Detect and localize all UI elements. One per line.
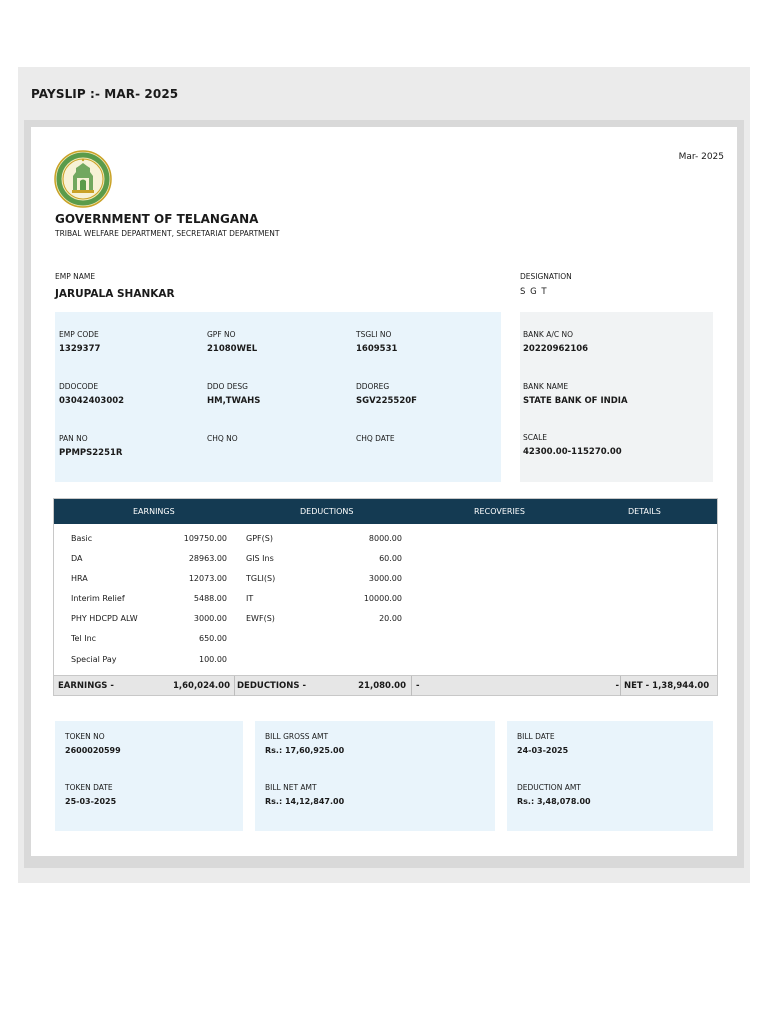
- token-date-field: [65, 783, 116, 806]
- bill-net-field: [265, 783, 344, 806]
- ddo-desg-field: [207, 382, 260, 406]
- header-recoveries: RECOVERIES: [474, 507, 525, 516]
- earning-amount: 109750.00: [183, 534, 227, 543]
- page-title: PAYSLIP :- MAR- 2025: [31, 87, 179, 101]
- emp-name-value: JARUPALA SHANKAR: [55, 288, 175, 300]
- pan-no-value: PPMPS2251R: [59, 448, 123, 458]
- payslip-period: Mar- 2025: [678, 152, 724, 162]
- telangana-emblem-icon: [54, 150, 112, 208]
- ddo-desg-value: HM,TWAHS: [207, 396, 261, 406]
- earning-name: HRA: [71, 574, 88, 583]
- emp-code-label: EMP CODE: [59, 330, 99, 339]
- earning-name: Basic: [71, 534, 93, 543]
- totals-divider: [620, 676, 621, 696]
- emp-name-label: EMP NAME: [55, 272, 96, 281]
- token-date-label: TOKEN DATE: [65, 783, 113, 792]
- earning-name: Tel Inc: [71, 634, 97, 643]
- tsgli-no-field: [356, 330, 397, 354]
- bank-account-value: 20220962106: [523, 344, 589, 354]
- chq-date-label: CHQ DATE: [356, 434, 395, 443]
- deduction-name: IT: [246, 594, 254, 603]
- emp-code-value: 1329377: [59, 344, 101, 354]
- header-earnings: EARNINGS: [133, 507, 175, 516]
- pay-table-header: [54, 499, 717, 524]
- deduction-amount: 3000.00: [368, 574, 402, 583]
- tsgli-no-label: TSGLI NO: [356, 330, 392, 339]
- chq-date-field: [356, 434, 395, 448]
- deduction-name: EWF(S): [246, 614, 275, 623]
- gpf-no-value: 21080WEL: [207, 344, 258, 354]
- bank-account-field: [523, 330, 588, 354]
- total-earnings-label: EARNINGS -: [58, 681, 114, 691]
- chq-no-field: [207, 434, 238, 448]
- payslip-card: [31, 127, 737, 856]
- deduction-name: GIS Ins: [246, 554, 274, 563]
- ddo-desg-label: DDO DESG: [207, 382, 248, 391]
- org-department: TRIBAL WELFARE DEPARTMENT, SECRETARIAT DEPARTMENT: [55, 229, 280, 238]
- token-date-value: 25-03-2025: [65, 797, 117, 806]
- scale-label: SCALE: [523, 433, 548, 442]
- pan-no-field: [59, 434, 122, 458]
- bill-gross-value: Rs.: 17,60,925.00: [265, 746, 345, 755]
- header-details: DETAILS: [628, 507, 661, 516]
- earning-amount: 650.00: [199, 634, 227, 643]
- pan-no-label: PAN NO: [59, 434, 88, 443]
- bill-net-value: Rs.: 14,12,847.00: [265, 797, 345, 806]
- ddoreg-field: [356, 382, 417, 406]
- token-no-field: [65, 732, 121, 755]
- deduction-name: TGLI(S): [246, 574, 276, 583]
- net-pay: NET - 1,38,944.00: [624, 681, 710, 691]
- earning-amount: 5488.00: [193, 594, 227, 603]
- gpf-no-field: [207, 330, 257, 354]
- bill-date-label: BILL DATE: [517, 732, 555, 741]
- token-no-label: TOKEN NO: [65, 732, 105, 741]
- deduction-amount: 10000.00: [363, 594, 402, 603]
- bank-name-label: BANK NAME: [523, 382, 569, 391]
- bill-net-label: BILL NET AMT: [265, 783, 317, 792]
- bill-gross-label: BILL GROSS AMT: [265, 732, 329, 741]
- ddocode-field: [59, 382, 124, 406]
- token-panel: [55, 721, 243, 831]
- earning-name: Special Pay: [71, 655, 117, 664]
- designation-label: DESIGNATION: [520, 272, 572, 281]
- gpf-no-label: GPF NO: [207, 330, 236, 339]
- bill-amount-panel: [255, 721, 495, 831]
- ddocode-value: 03042403002: [59, 396, 125, 406]
- total-deductions-label: DEDUCTIONS -: [237, 681, 306, 691]
- total-deductions-value: 21,080.00: [358, 681, 406, 691]
- bill-gross-field: [265, 732, 344, 755]
- totals-divider: [234, 676, 235, 696]
- chq-no-label: CHQ NO: [207, 434, 238, 443]
- org-name: GOVERNMENT OF TELANGANA: [55, 212, 259, 226]
- bank-details-panel: [520, 312, 713, 482]
- employee-details-panel: [55, 312, 501, 482]
- bill-date-panel: [507, 721, 713, 831]
- earning-name: DA: [71, 554, 83, 563]
- pay-table-totals: [54, 675, 717, 695]
- earning-amount: 12073.00: [188, 574, 227, 583]
- scale-value: 42300.00-115270.00: [523, 447, 622, 457]
- bank-name-value: STATE BANK OF INDIA: [523, 396, 628, 406]
- total-recoveries-right: -: [615, 681, 619, 691]
- token-no-value: 2600020599: [65, 746, 121, 755]
- emp-code-field: [59, 330, 100, 354]
- earning-amount: 28963.00: [188, 554, 227, 563]
- scale-field: [523, 433, 622, 457]
- deduction-amt-label: DEDUCTION AMT: [517, 783, 581, 792]
- bill-date-value: 24-03-2025: [517, 746, 569, 755]
- deduction-amt-value: Rs.: 3,48,078.00: [517, 797, 591, 806]
- payslip-container: [18, 67, 750, 883]
- total-earnings-value: 1,60,024.00: [172, 681, 230, 691]
- deduction-amount: 8000.00: [368, 534, 402, 543]
- ddoreg-value: SGV225520F: [356, 396, 417, 406]
- deduction-name: GPF(S): [246, 534, 273, 543]
- payslip-frame: [24, 120, 744, 868]
- bank-name-field: [523, 382, 628, 406]
- totals-divider: [411, 676, 412, 696]
- total-recoveries-left: -: [416, 681, 420, 691]
- ddoreg-label: DDOREG: [356, 382, 390, 391]
- deduction-amount: 60.00: [379, 554, 402, 563]
- bill-date-field: [517, 732, 568, 755]
- ddocode-label: DDOCODE: [59, 382, 99, 391]
- header-deductions: DEDUCTIONS: [300, 507, 354, 516]
- earning-amount: 100.00: [199, 655, 227, 664]
- tsgli-no-value: 1609531: [356, 344, 398, 354]
- designation-value: S G T: [520, 287, 548, 297]
- earning-name: PHY HDCPD ALW: [71, 614, 138, 623]
- earning-amount: 3000.00: [193, 614, 227, 623]
- pay-table: [53, 498, 718, 696]
- deduction-amt-field: [517, 783, 591, 806]
- earning-name: Interim Relief: [71, 594, 125, 603]
- bank-account-label: BANK A/C NO: [523, 330, 573, 339]
- deduction-amount: 20.00: [379, 614, 402, 623]
